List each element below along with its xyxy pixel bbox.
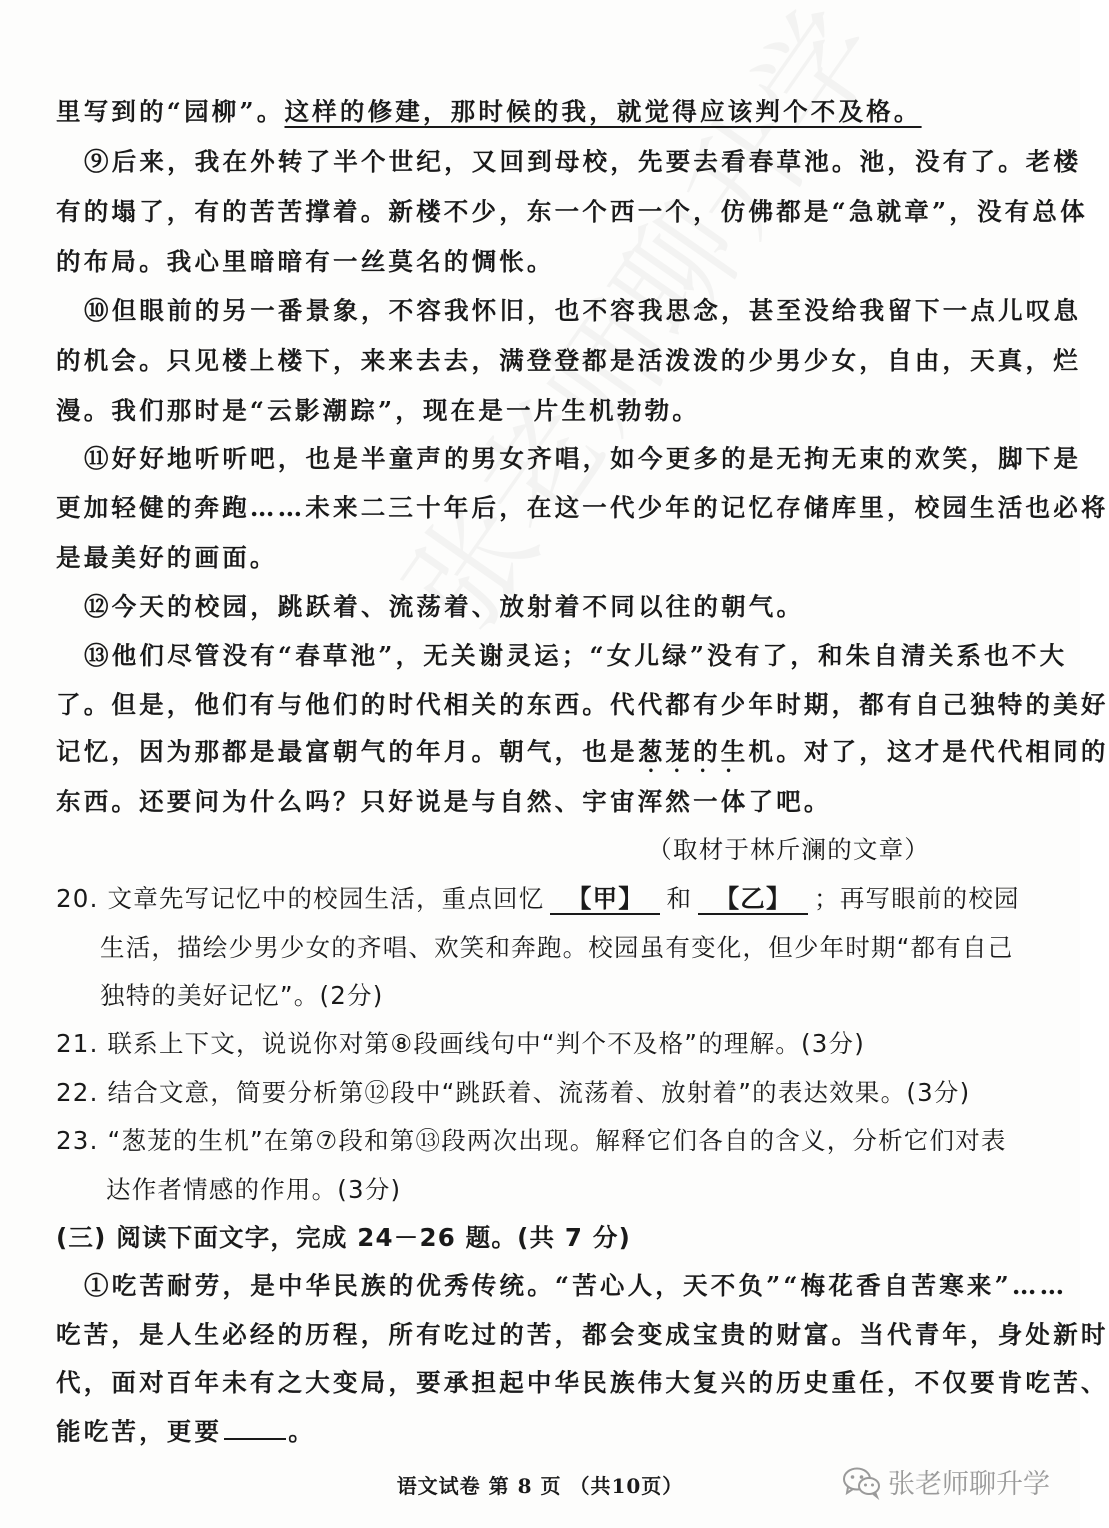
text-span: 。对了，这才是代代相同的 [776,737,1109,766]
question-20 [56,883,1020,915]
fill-in-blank [224,1438,286,1440]
text-span: 记忆，因为那都是最富朝气的年月。朝气，也是 [56,737,638,766]
question-20-line: 生活，描绘少男少女的齐唱、欢笑和奔跑。校园虽有变化，但少年时期“都有自己 [100,933,1014,962]
question-22: 22. 结合文意，简要分析第⑫段中“跳跃着、流荡着、放射着”的表达效果。(3分) [56,1078,971,1107]
text-span: 和 [666,884,693,913]
text-span: ；再写眼前的校园 [814,884,1020,913]
wechat-account-name: 张老师聊升学 [888,1469,1050,1500]
paragraph-9-line: ⑨后来，我在外转了半个世纪，又回到母校，先要去看春草池。池，没有了。老楼 [84,147,1082,176]
emphasis-dotted-phrase: 葱茏的生机 • • • • [638,737,777,766]
text-span: 能吃苦，更要 [56,1417,223,1446]
paragraph-11-line: 更加轻健的奔跑……未来二三十年后，在这一代少年的记忆存储库里，校园生活也必将 [56,493,1109,522]
question-21: 21. 联系上下文，说说你对第⑧段画线句中“判个不及格”的理解。(3分) [56,1029,866,1058]
question-23: 23. “葱茏的生机”在第⑦段和第⑬段两次出现。解释它们各自的含义，分析它们对表 [56,1126,1007,1155]
answer-blank-yi: 【乙】 [698,885,808,915]
question-20-line: 独特的美好记忆”。(2分) [100,981,384,1010]
text-span: 。 [288,1417,316,1446]
paragraph-11-line: ⑪好好地听听吧，也是半童声的男女齐唱，如今更多的是无拘无束的欢笑，脚下是 [84,444,1082,473]
text-span: 里写到的“园柳”。 [56,97,285,126]
page-footer: 语文试卷 第 8 页 （共10页） [396,1474,684,1498]
paragraph-9-line: 有的塌了，有的苦苦撑着。新楼不少，东一个西一个，仿佛都是“急就章”，没有总体 [56,197,1088,226]
text-line [56,96,1010,128]
paragraph-13-line: 了。但是，他们有与他们的时代相关的东西。代代都有少年时期，都有自己独特的美好 [56,690,1109,719]
paragraph-12-line: ⑫今天的校园，跳跃着、流荡着、放射着不同以往的朝气。 [84,592,805,621]
section-3-paragraph-line: 代，面对百年未有之大变局，要承担起中华民族伟大复兴的历史重任，不仅要肯吃苦、 [56,1368,1109,1397]
paragraph-10-line: 的机会。只见楼上楼下，来来去去，满登登都是活泼泼的少男少女，自由，天真，烂 [56,346,1081,375]
section-3-paragraph-line: ①吃苦耐劳，是中华民族的优秀传统。“苦心人，天不负”“梅花香自苦寒来”…… [84,1271,1068,1300]
wechat-icon [842,1466,880,1498]
paragraph-11-line: 是最美好的画面。 [56,543,278,572]
paragraph-13-line: 东西。还要问为什么吗？只好说是与自然、宇宙浑然一体了吧。 [56,787,832,816]
text-span: 20. 文章先写记忆中的校园生活，重点回忆 [56,884,545,913]
section-3-heading: (三) 阅读下面文字，完成 24－26 题。(共 7 分) [56,1223,631,1252]
paragraph-10-line: ⑩但眼前的另一番景象，不容我怀旧，也不容我思念，甚至没给我留下一点儿叹息 [84,296,1082,325]
source-citation: （取材于林斤澜的文章） [647,835,930,864]
wechat-watermark [842,1462,1050,1501]
section-3-paragraph-line [56,1416,1010,1448]
paragraph-9-line: 的布局。我心里暗暗有一丝莫名的惆怅。 [56,247,555,276]
underlined-sentence: 这样的修建，那时候的我，就觉得应该判个不及格。 [284,97,922,126]
answer-blank-jia: 【甲】 [550,885,660,915]
paragraph-10-line: 漫。我们那时是“云影潮踪”，现在是一片生机勃勃。 [56,396,700,425]
paragraph-13-line: ⑬他们尽管没有“春草池”，无关谢灵运；“女儿绿”没有了，和朱自清关系也不大 [84,641,1068,670]
paragraph-13-line [56,736,1109,768]
section-3-paragraph-line: 吃苦，是人生必经的历程，所有吃过的苦，都会变成宝贵的财富。当代青年，身处新时 [56,1320,1109,1349]
question-23-line: 达作者情感的作用。(3分) [106,1175,402,1204]
